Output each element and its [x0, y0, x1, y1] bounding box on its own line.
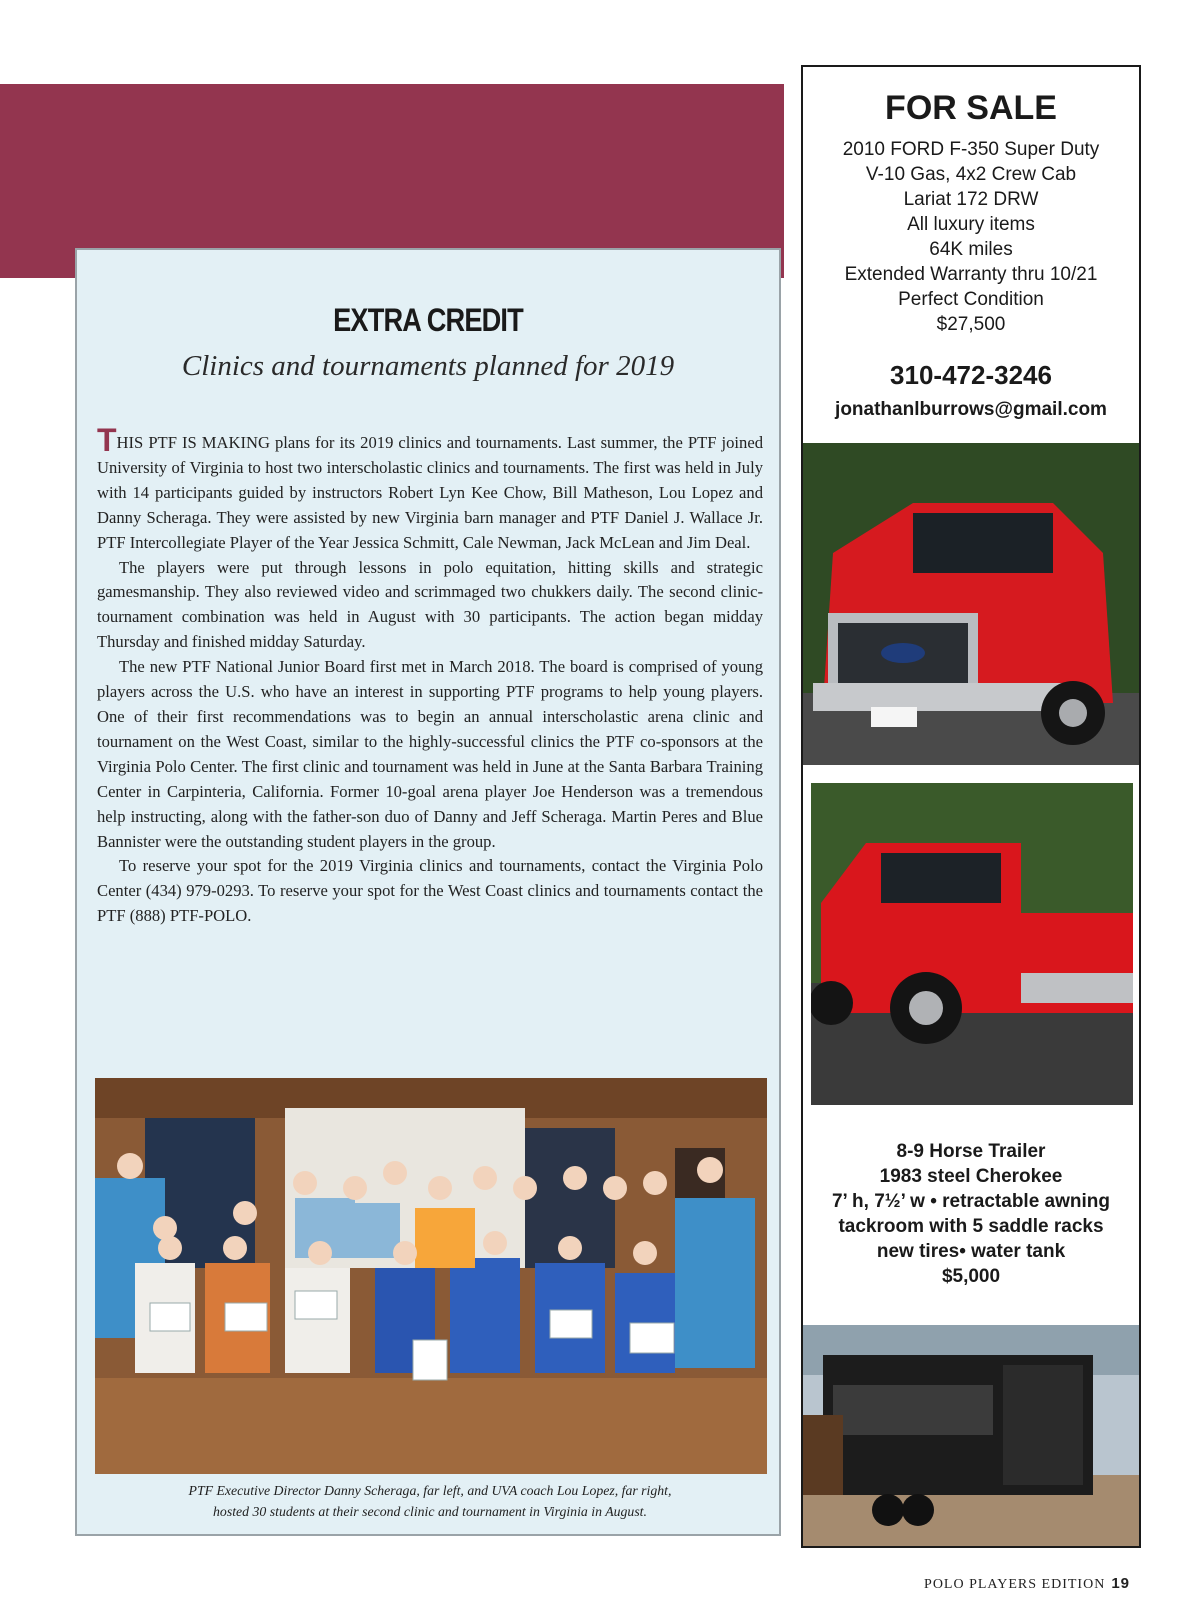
ad-line: Lariat 172 DRW [903, 189, 1039, 210]
article-subhead: Clinics and tournaments planned for 2019 [181, 350, 675, 382]
article-body [97, 422, 763, 929]
ad-price: $27,500 [936, 314, 1006, 335]
ad-title: FOR SALE [885, 89, 1057, 127]
ad-email: jonathanlburrows@gmail.com [835, 399, 1107, 420]
trailer-line: 8-9 Horse Trailer [896, 1141, 1046, 1162]
ad-line: V-10 Gas, 4x2 Crew Cab [865, 164, 1077, 185]
article-paragraph-1 [97, 422, 763, 556]
ad-line: All luxury items [907, 214, 1035, 235]
group-photo [95, 1078, 767, 1474]
ad-phone: 310-472-3246 [890, 360, 1052, 390]
article-paragraph-4: To reserve your spot for the 2019 Virginia clinics and tournaments, contact the Virginia Polo Center (434) 979-0293. To reserve your spot for the West Coast clinics and tournaments contact the PTF (888) PTF-POLO. [97, 856, 763, 926]
trailer-line: 1983 steel Cherokee [879, 1166, 1063, 1187]
trailer-photo [803, 1325, 1139, 1546]
publication-name: POLO PLAYERS EDITION [924, 1577, 1106, 1592]
trailer-line: 7’ h, 7½’ w • retractable awning [831, 1191, 1111, 1212]
paragraph-1-text: HIS PTF IS MAKING plans for its 2019 clinics and tournaments. Last summer, the PTF joined University of Virginia to host two interscholastic clinics and tournaments. The first was held in July with 14 participants guided by instructors Robert Lyn Kee Chow, Bill Matheson, Lou Lopez and Danny Scheraga. They were assisted by new Virginia barn manager and PTF Daniel J. Wallace Jr. PTF Intercollegiate Player of the Year Jessica Schmitt, Cale Newman, Jack McLean and Jim Deal. [97, 433, 763, 552]
page-number: 19 [1111, 1575, 1130, 1592]
trailer-description [803, 1139, 1139, 1289]
trailer-line: new tires• water tank [876, 1241, 1066, 1262]
caption-line-2: hosted 30 students at their second clinic and tournament in Virginia in August. [213, 1504, 647, 1519]
article-headline: EXTRA CREDIT [333, 302, 523, 338]
article-paragraph-2: The players were put through lessons in polo equitation, hitting skills and strategic gamesmanship. They also reviewed video and scrimmaged two chukkers daily. The second clinic-tournament combination was held in August with 30 participants. The action began midday Thursday and finished midday Saturday. [97, 557, 763, 652]
trailer-line: tackroom with 5 saddle racks [838, 1216, 1104, 1237]
ad-line: 64K miles [929, 239, 1013, 260]
ad-line: Perfect Condition [898, 289, 1044, 310]
for-sale-ad [801, 65, 1141, 1548]
ad-line: Extended Warranty thru 10/21 [844, 264, 1098, 285]
truck-side-photo [811, 783, 1133, 1105]
article-box [75, 248, 781, 1536]
caption-line-1: PTF Executive Director Danny Scheraga, far left, and UVA coach Lou Lopez, far right, [188, 1483, 672, 1498]
drop-cap: T [97, 422, 117, 458]
truck-description [803, 137, 1139, 337]
photo-caption [97, 1480, 763, 1522]
trailer-price: $5,000 [941, 1266, 1001, 1287]
truck-front-photo [803, 443, 1139, 765]
page-folio [924, 1575, 1130, 1593]
ad-line: 2010 FORD F-350 Super Duty [842, 139, 1100, 160]
article-paragraph-3: The new PTF National Junior Board first met in March 2018. The board is comprised of young players across the U.S. who have an interest in supporting PTF programs to help young players. One of their first recommendations was to begin an annual interscholastic arena clinic and tournament on the West Coast, similar to the highly-successful clinics the PTF co-sponsors at the Virginia Polo Center. The first clinic and tournament was held in June at the Santa Barbara Training Center in Carpinteria, California. Former 10-goal arena player Joe Henderson was a tremendous help instructing, along with the father-son duo of Danny and Jeff Scheraga. Martin Peres and Blue Bannister were the outstanding student players in the group. [97, 657, 763, 851]
